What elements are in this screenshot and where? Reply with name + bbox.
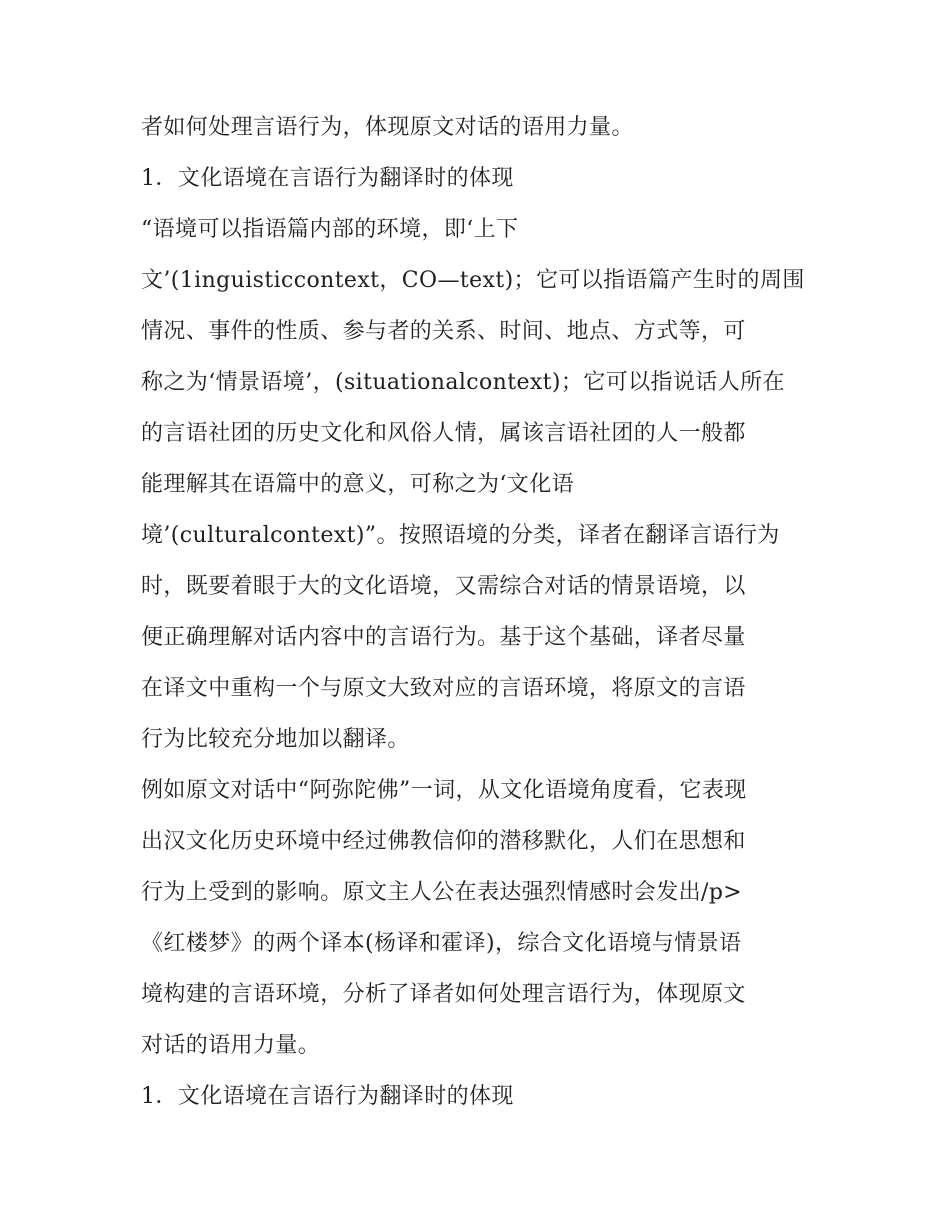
text-line-9: 境’(culturalcontext)”。按照语境的分类，译者在翻译言语行为: [141, 523, 780, 548]
text-line-1: 者如何处理言语行为，体现原文对话的语用力量。: [141, 115, 634, 140]
section-heading: 1．文化语境在言语行为翻译时的体现: [141, 166, 514, 191]
section-heading-repeat: 1．文化语境在言语行为翻译时的体现: [141, 1084, 514, 1109]
text-line-19: 对话的语用力量。: [141, 1033, 321, 1058]
text-line-3: “语境可以指语篇内部的环境，即‘上下: [141, 217, 519, 242]
text-line-18: 境构建的言语环境，分析了译者如何处理言语行为，体现原文: [141, 982, 746, 1007]
text-line-11: 便正确理解对话内容中的言语行为。基于这个基础，译者尽量: [141, 625, 746, 650]
text-line-8: 能理解其在语篇中的意义，可称之为‘文化语: [141, 472, 574, 497]
text-line-6: 称之为‘情景语境’，(situationalcontext)；它可以指说话人所在: [141, 370, 785, 395]
text-line-7: 的言语社团的历史文化和风俗人情，属该言语社团的人一般都: [141, 421, 746, 446]
text-line-4: 文’(1inguisticcontext，CO—text)；它可以指语篇产生时的周围: [141, 268, 805, 293]
text-line-10: 时，既要着眼于大的文化语境，又需综合对话的情景语境，以: [141, 574, 746, 599]
text-line-16: 行为上受到的影响。原文主人公在表达强烈情感时会发出/p>: [141, 880, 743, 905]
text-line-12: 在译文中重构一个与原文大致对应的言语环境，将原文的言语: [141, 676, 746, 701]
text-line-13: 行为比较充分地加以翻译。: [141, 727, 410, 752]
text-line-5: 情况、事件的性质、参与者的关系、时间、地点、方式等，可: [141, 319, 746, 344]
text-line-17: 《红楼梦》的两个译本(杨译和霍译)，综合文化语境与情景语: [141, 931, 742, 956]
text-line-14: 例如原文对话中“阿弥陀佛”一词，从文化语境角度看，它表现: [141, 778, 747, 803]
text-line-15: 出汉文化历史环境中经过佛教信仰的潜移默化，人们在思想和: [141, 829, 746, 854]
